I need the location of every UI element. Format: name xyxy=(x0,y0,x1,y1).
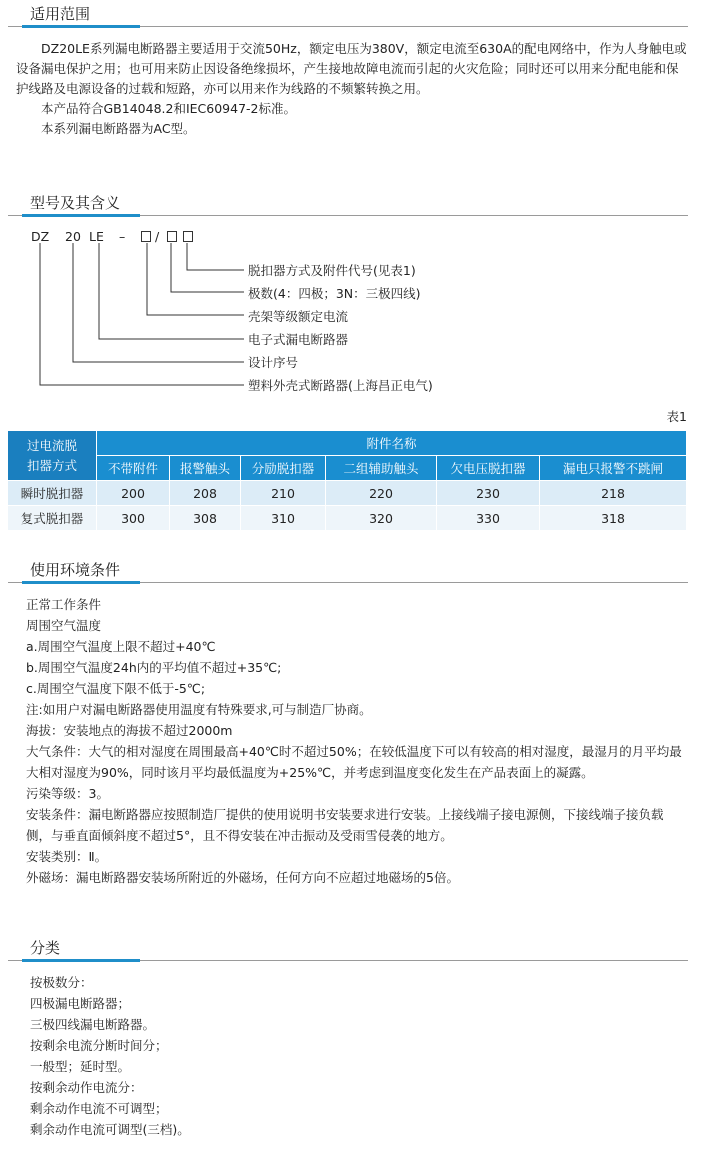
class-line: 按剩余电流分断时间分； xyxy=(30,1038,168,1053)
section-accent-bar xyxy=(22,581,140,584)
class-line: 剩余动作电流不可调型； xyxy=(30,1101,168,1116)
env-line: 外磁场：漏电断路器安装场所附近的外磁场，任何方向不应超过地磁场的5倍。 xyxy=(26,870,459,885)
table-cell: 210 xyxy=(241,481,326,506)
table-cell: 300 xyxy=(97,506,170,531)
section-classification xyxy=(8,938,688,961)
class-line: 四极漏电断路器； xyxy=(30,996,131,1011)
class-line: 按剩余动作电流分： xyxy=(30,1080,143,1095)
legend-item: 设计序号 xyxy=(248,355,299,370)
section-header xyxy=(8,560,688,583)
env-line: 注:如用户对漏电断路器使用温度有特殊要求,可与制造厂协商。 xyxy=(26,702,372,717)
table-cell: 230 xyxy=(437,481,540,506)
env-line: b.周围空气温度24h内的平均值不超过+35℃; xyxy=(26,660,282,675)
section-title: 型号及其含义 xyxy=(30,194,121,212)
code-part-dz: DZ xyxy=(31,229,50,244)
column-header: 欠电压脱扣器 xyxy=(437,456,540,481)
class-line: 三极四线漏电断路器。 xyxy=(30,1017,156,1032)
legend-item: 极数(4：四极；3N：三极四线) xyxy=(248,286,421,301)
class-line: 按极数分： xyxy=(30,975,93,990)
row-header-cell xyxy=(8,431,97,481)
column-header: 不带附件 xyxy=(97,456,170,481)
table-cell: 318 xyxy=(540,506,687,531)
env-line: 海拔：安装地点的海拔不超过2000m xyxy=(26,723,233,738)
env-line: 大气条件：大气的相对湿度在周围最高+40℃时不超过50%；在较低温度下可以有较高的相对湿度，最湿月的月平均最大相对湿度为90%，同时该月平均最低温度为+25%℃，并考虑到温度变化发生在产品表面上的凝露。 xyxy=(26,744,682,780)
column-header: 二组辅助触头 xyxy=(326,456,437,481)
table-cell: 308 xyxy=(170,506,241,531)
legend-item: 电子式漏电断路器 xyxy=(248,332,349,347)
table-row xyxy=(8,506,687,531)
table-row xyxy=(8,481,687,506)
table-cell: 310 xyxy=(241,506,326,531)
table-cell: 200 xyxy=(97,481,170,506)
section-header xyxy=(8,938,688,961)
scope-paragraph: DZ20LE系列漏电断路器主要适用于交流50Hz，额定电压为380V，额定电流至630A的配电网络中，作为人身触电或设备漏电保护之用；也可用来防止因设备绝缘损坏，产生接地故障电流而引起的火灾危险；同时还可以用来分配电能和保护线路及电源设备的过载和短路，亦可以用来作为线路的不频繁转换之用。 xyxy=(16,41,687,96)
table-label: 表1 xyxy=(666,409,687,424)
scope-paragraph: 本产品符合GB14048.2和IEC60947-2标准。 xyxy=(41,101,296,116)
table-cell: 220 xyxy=(326,481,437,506)
code-part-le: LE xyxy=(89,229,104,244)
env-line: 安装条件：漏电断路器应按照制造厂提供的使用说明书安装要求进行安装。上接线端子接电源侧，下接线端子接负载侧，与垂直面倾斜度不超过5°，且不得安装在冲击振动及受雨雪侵袭的地方。 xyxy=(26,807,664,843)
accessory-code-table xyxy=(7,430,687,531)
column-header: 分励脱扣器 xyxy=(241,456,326,481)
env-line: a.周围空气温度上限不超过+40℃ xyxy=(26,639,216,654)
env-line: 正常工作条件 xyxy=(26,597,102,612)
table-cell: 208 xyxy=(170,481,241,506)
legend-item: 塑料外壳式断路器(上海昌正电气) xyxy=(248,378,433,393)
section-title: 使用环境条件 xyxy=(30,561,121,579)
code-part-series: 20 xyxy=(65,229,81,244)
class-line: 剩余动作电流可调型(三档)。 xyxy=(30,1122,190,1137)
model-code-leader-lines xyxy=(0,0,701,400)
environment-list xyxy=(26,594,688,888)
table-cell: 320 xyxy=(326,506,437,531)
env-line: 安装类别：Ⅱ。 xyxy=(26,849,108,864)
column-header: 报警触头 xyxy=(170,456,241,481)
table-cell: 330 xyxy=(437,506,540,531)
legend-item: 脱扣器方式及附件代号(见表1) xyxy=(248,263,416,278)
scope-paragraph: 本系列漏电断路器为AC型。 xyxy=(41,121,196,136)
row-header-line: 过电流脱 xyxy=(26,437,77,453)
class-line: 一般型；延时型。 xyxy=(30,1059,131,1074)
table-cell: 218 xyxy=(540,481,687,506)
env-line: 污染等级：3。 xyxy=(26,786,109,801)
code-part-dash: – xyxy=(119,229,126,244)
legend-item: 壳架等级额定电流 xyxy=(248,309,349,324)
row-label: 复式脱扣器 xyxy=(8,506,97,531)
column-header: 漏电只报警不跳闸 xyxy=(540,456,687,481)
row-label: 瞬时脱扣器 xyxy=(8,481,97,506)
section-accent-bar xyxy=(22,959,140,962)
row-header-line: 扣器方式 xyxy=(26,457,77,473)
code-part-slash: / xyxy=(155,229,160,244)
section-title: 适用范围 xyxy=(30,5,91,23)
section-environment xyxy=(8,560,688,583)
section-title: 分类 xyxy=(30,939,61,957)
env-line: c.周围空气温度下限不低于-5℃; xyxy=(26,681,206,696)
classification-list xyxy=(30,972,692,1140)
env-line: 周围空气温度 xyxy=(26,618,102,633)
group-header: 附件名称 xyxy=(97,431,687,456)
